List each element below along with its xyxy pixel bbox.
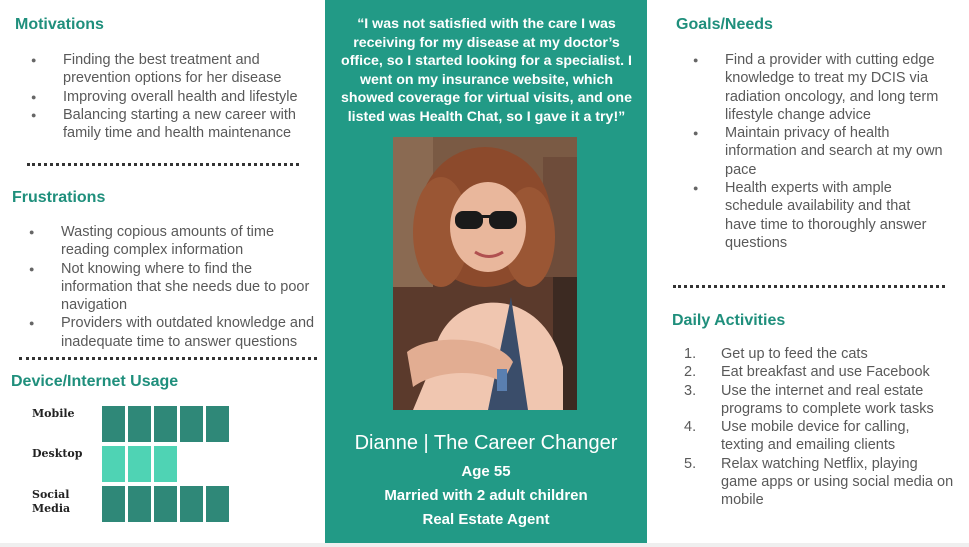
list-item xyxy=(684,363,954,381)
usage-segment xyxy=(180,486,203,522)
persona-occupation: Real Estate Agent xyxy=(422,511,550,528)
list-item xyxy=(684,455,954,510)
goals-heading: Goals/Needs xyxy=(676,16,773,33)
desktop-usage-bar xyxy=(102,446,177,482)
frustrations-list xyxy=(29,223,323,351)
frustrations-heading: Frustrations xyxy=(12,189,106,206)
daily-activities-heading: Daily Activities xyxy=(672,312,786,329)
list-number: 4. xyxy=(684,419,697,436)
persona-family: Married with 2 adult children xyxy=(384,487,588,504)
list-text: Relax watching Netflix, playing game apps or using social media on mobile xyxy=(721,455,954,509)
list-number: 3. xyxy=(684,382,697,399)
usage-segment xyxy=(102,406,125,442)
section-divider xyxy=(19,357,317,360)
list-item: ● Providers with outdated knowledge and inadequate time to answer questions xyxy=(29,314,323,351)
usage-segment xyxy=(206,486,229,522)
social-media-usage-bar xyxy=(102,486,229,522)
device-usage-heading: Device/Internet Usage xyxy=(11,373,179,390)
usage-segment xyxy=(154,406,177,442)
section-divider xyxy=(27,163,299,166)
list-item xyxy=(684,382,954,419)
list-item: ● Improving overall health and lifestyle xyxy=(31,88,321,106)
usage-segment xyxy=(128,406,151,442)
list-item xyxy=(684,345,954,363)
section-divider xyxy=(673,285,945,288)
list-text: Get up to feed the cats xyxy=(721,346,868,362)
list-number: 5. xyxy=(684,455,697,472)
list-number: 1. xyxy=(684,346,697,362)
list-item xyxy=(684,418,954,455)
usage-segment xyxy=(128,486,151,522)
persona-name: Dianne | The Career Changer xyxy=(354,432,618,454)
device-label-desktop: Desktop xyxy=(32,447,83,460)
list-number: 2. xyxy=(684,364,697,381)
list-text: Use mobile device for calling, texting and emailing clients xyxy=(721,419,910,454)
persona-photo xyxy=(393,137,577,410)
list-text: Use the internet and real estate programs to complete work tasks xyxy=(721,382,934,417)
list-item: ● Health experts with ample schedule availability and that have time to thoroughly answer questions xyxy=(693,179,943,252)
list-item: ● Wasting copious amounts of time reading complex information xyxy=(29,223,323,260)
usage-segment xyxy=(102,446,125,482)
usage-segment xyxy=(206,406,229,442)
goals-list xyxy=(693,51,943,252)
daily-activities-list xyxy=(684,345,954,510)
portrait-image xyxy=(393,137,577,410)
usage-segment xyxy=(128,446,151,482)
list-item: ● Maintain privacy of health information and search at my own pace xyxy=(693,124,943,179)
bottom-border xyxy=(0,543,969,547)
usage-segment xyxy=(154,486,177,522)
list-item: ● Not knowing where to find the information that she needs due to poor navigation xyxy=(29,260,323,315)
device-label-mobile: Mobile xyxy=(32,407,75,420)
motivations-list xyxy=(31,51,321,142)
persona-quote: “I was not satisfied with the care I was receiving for my disease at my doctor’s office, so I started looking for a specialist. I went on my insurance website, which showed coverage for virtual visits, and one listed was Health Chat, so I gave it a try!” xyxy=(341,16,632,125)
list-item: ● Balancing starting a new career with family time and health maintenance xyxy=(31,106,321,143)
usage-segment xyxy=(154,446,177,482)
list-item: ● Finding the best treatment and prevention options for her disease xyxy=(31,51,321,88)
usage-segment xyxy=(180,406,203,442)
list-item: ● Find a provider with cutting edge knowledge to treat my DCIS via radiation oncology, and long term lifestyle change advice xyxy=(693,51,943,124)
device-label-social-media: Social Media xyxy=(32,488,71,515)
motivations-heading: Motivations xyxy=(15,16,104,33)
mobile-usage-bar xyxy=(102,406,229,442)
persona-age: Age 55 xyxy=(461,463,511,480)
list-text: Eat breakfast and use Facebook xyxy=(721,364,930,381)
usage-segment xyxy=(102,486,125,522)
